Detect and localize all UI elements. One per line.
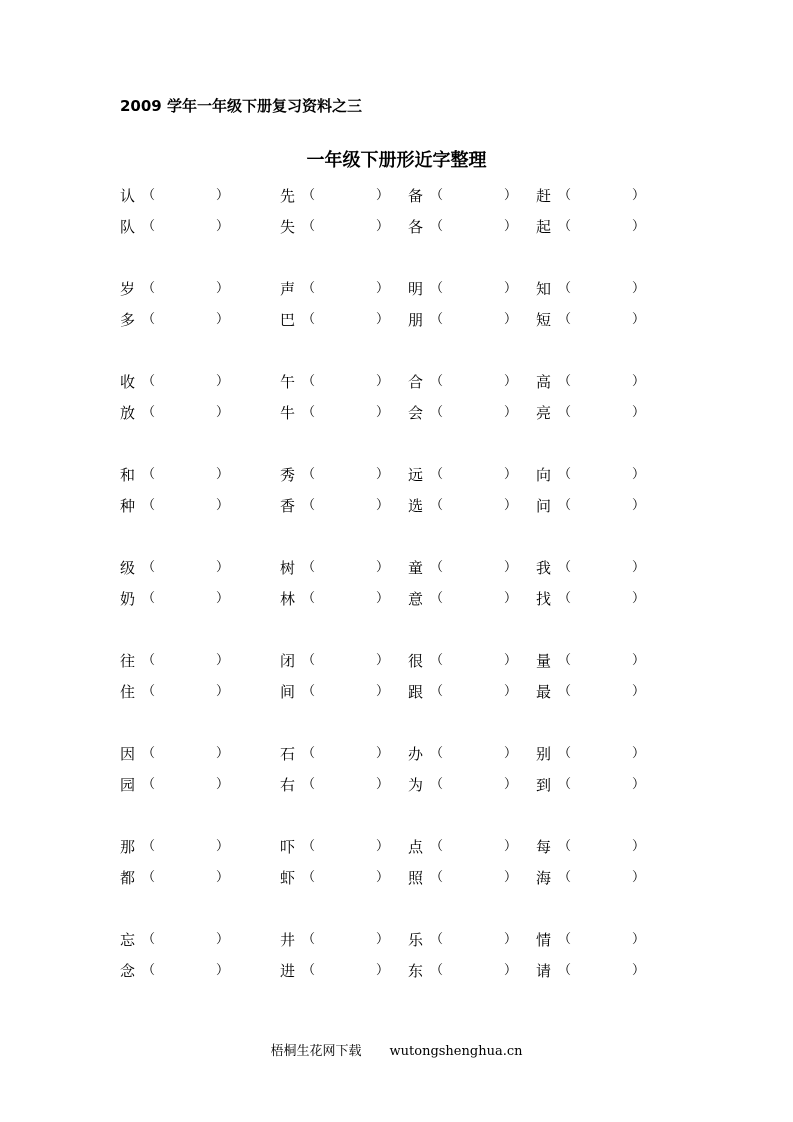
character-label: 往 bbox=[120, 652, 136, 670]
character-label: 量 bbox=[536, 652, 552, 670]
character-row bbox=[0, 369, 793, 400]
close-paren: ） bbox=[632, 281, 646, 296]
character-label: 林 bbox=[280, 590, 296, 608]
close-paren: ） bbox=[216, 374, 230, 389]
character-row bbox=[0, 555, 793, 586]
close-paren: ） bbox=[632, 467, 646, 482]
character-label: 到 bbox=[536, 776, 552, 794]
character-row bbox=[0, 865, 793, 896]
character-label: 树 bbox=[280, 559, 296, 577]
character-label: 香 bbox=[280, 497, 296, 515]
close-paren: ） bbox=[504, 591, 518, 606]
character-label: 和 bbox=[120, 466, 136, 484]
close-paren: ） bbox=[632, 405, 646, 420]
character-label: 知 bbox=[536, 280, 552, 298]
close-paren: ） bbox=[632, 374, 646, 389]
close-paren: ） bbox=[632, 498, 646, 513]
character-row bbox=[0, 958, 793, 989]
open-paren: （ bbox=[302, 281, 316, 296]
character-row bbox=[0, 214, 793, 245]
close-paren: ） bbox=[504, 188, 518, 203]
open-paren: （ bbox=[142, 777, 156, 792]
character-label: 园 bbox=[120, 776, 136, 794]
close-paren: ） bbox=[632, 188, 646, 203]
character-label: 多 bbox=[120, 311, 136, 329]
open-paren: （ bbox=[558, 560, 572, 575]
character-label: 石 bbox=[280, 745, 296, 763]
close-paren: ） bbox=[504, 870, 518, 885]
character-row bbox=[0, 772, 793, 803]
close-paren: ） bbox=[376, 312, 390, 327]
open-paren: （ bbox=[142, 281, 156, 296]
close-paren: ） bbox=[376, 839, 390, 854]
open-paren: （ bbox=[302, 405, 316, 420]
open-paren: （ bbox=[430, 498, 444, 513]
open-paren: （ bbox=[558, 653, 572, 668]
open-paren: （ bbox=[142, 560, 156, 575]
character-label: 忘 bbox=[120, 931, 136, 949]
character-label: 选 bbox=[408, 497, 424, 515]
character-label: 牛 bbox=[280, 404, 296, 422]
character-label: 高 bbox=[536, 373, 552, 391]
character-group bbox=[0, 369, 793, 462]
character-label: 情 bbox=[536, 931, 552, 949]
open-paren: （ bbox=[302, 467, 316, 482]
open-paren: （ bbox=[302, 312, 316, 327]
close-paren: ） bbox=[216, 963, 230, 978]
close-paren: ） bbox=[216, 653, 230, 668]
open-paren: （ bbox=[430, 653, 444, 668]
character-label: 合 bbox=[408, 373, 424, 391]
character-label: 远 bbox=[408, 466, 424, 484]
character-label: 海 bbox=[536, 869, 552, 887]
open-paren: （ bbox=[142, 653, 156, 668]
close-paren: ） bbox=[376, 653, 390, 668]
character-label: 念 bbox=[120, 962, 136, 980]
character-label: 问 bbox=[536, 497, 552, 515]
close-paren: ） bbox=[504, 963, 518, 978]
character-row bbox=[0, 183, 793, 214]
open-paren: （ bbox=[430, 839, 444, 854]
open-paren: （ bbox=[430, 746, 444, 761]
character-row bbox=[0, 493, 793, 524]
open-paren: （ bbox=[302, 932, 316, 947]
character-row bbox=[0, 741, 793, 772]
character-label: 进 bbox=[280, 962, 296, 980]
close-paren: ） bbox=[632, 746, 646, 761]
character-label: 队 bbox=[120, 218, 136, 236]
close-paren: ） bbox=[376, 963, 390, 978]
character-row bbox=[0, 462, 793, 493]
character-label: 短 bbox=[536, 311, 552, 329]
character-label: 都 bbox=[120, 869, 136, 887]
close-paren: ） bbox=[216, 746, 230, 761]
footer-site-name: 梧桐生花网下载 bbox=[270, 1044, 362, 1059]
open-paren: （ bbox=[430, 560, 444, 575]
character-label: 各 bbox=[408, 218, 424, 236]
close-paren: ） bbox=[504, 560, 518, 575]
character-label: 秀 bbox=[280, 466, 296, 484]
open-paren: （ bbox=[558, 591, 572, 606]
close-paren: ） bbox=[376, 777, 390, 792]
character-row bbox=[0, 834, 793, 865]
open-paren: （ bbox=[558, 374, 572, 389]
open-paren: （ bbox=[142, 219, 156, 234]
character-group bbox=[0, 648, 793, 741]
character-group bbox=[0, 462, 793, 555]
character-group bbox=[0, 276, 793, 369]
close-paren: ） bbox=[376, 498, 390, 513]
character-label: 井 bbox=[280, 931, 296, 949]
close-paren: ） bbox=[216, 312, 230, 327]
open-paren: （ bbox=[558, 281, 572, 296]
open-paren: （ bbox=[430, 467, 444, 482]
character-group bbox=[0, 555, 793, 648]
close-paren: ） bbox=[216, 188, 230, 203]
character-label: 闭 bbox=[280, 652, 296, 670]
open-paren: （ bbox=[142, 591, 156, 606]
character-label: 虾 bbox=[280, 869, 296, 887]
open-paren: （ bbox=[302, 963, 316, 978]
close-paren: ） bbox=[504, 746, 518, 761]
character-row bbox=[0, 400, 793, 431]
character-label: 点 bbox=[408, 838, 424, 856]
character-label: 会 bbox=[408, 404, 424, 422]
close-paren: ） bbox=[216, 839, 230, 854]
close-paren: ） bbox=[504, 374, 518, 389]
character-label: 午 bbox=[280, 373, 296, 391]
close-paren: ） bbox=[216, 560, 230, 575]
open-paren: （ bbox=[558, 963, 572, 978]
character-label: 右 bbox=[280, 776, 296, 794]
open-paren: （ bbox=[558, 684, 572, 699]
open-paren: （ bbox=[558, 777, 572, 792]
character-label: 起 bbox=[536, 218, 552, 236]
character-label: 住 bbox=[120, 683, 136, 701]
character-group bbox=[0, 183, 793, 276]
character-label: 赶 bbox=[536, 187, 552, 205]
open-paren: （ bbox=[430, 219, 444, 234]
open-paren: （ bbox=[430, 963, 444, 978]
close-paren: ） bbox=[216, 405, 230, 420]
open-paren: （ bbox=[430, 932, 444, 947]
open-paren: （ bbox=[302, 653, 316, 668]
character-label: 奶 bbox=[120, 590, 136, 608]
open-paren: （ bbox=[142, 374, 156, 389]
close-paren: ） bbox=[376, 467, 390, 482]
character-row bbox=[0, 586, 793, 617]
character-label: 最 bbox=[536, 683, 552, 701]
character-label: 先 bbox=[280, 187, 296, 205]
open-paren: （ bbox=[430, 405, 444, 420]
open-paren: （ bbox=[302, 839, 316, 854]
close-paren: ） bbox=[632, 870, 646, 885]
open-paren: （ bbox=[558, 870, 572, 885]
footer-url[interactable]: wutongshenghua.cn bbox=[389, 1044, 523, 1059]
character-label: 那 bbox=[120, 838, 136, 856]
open-paren: （ bbox=[430, 684, 444, 699]
open-paren: （ bbox=[558, 188, 572, 203]
close-paren: ） bbox=[504, 653, 518, 668]
open-paren: （ bbox=[430, 312, 444, 327]
open-paren: （ bbox=[302, 498, 316, 513]
open-paren: （ bbox=[302, 560, 316, 575]
open-paren: （ bbox=[302, 746, 316, 761]
character-label: 明 bbox=[408, 280, 424, 298]
character-group bbox=[0, 741, 793, 834]
character-label: 认 bbox=[120, 187, 136, 205]
close-paren: ） bbox=[632, 591, 646, 606]
character-label: 向 bbox=[536, 466, 552, 484]
character-label: 吓 bbox=[280, 838, 296, 856]
character-row bbox=[0, 307, 793, 338]
close-paren: ） bbox=[504, 312, 518, 327]
open-paren: （ bbox=[302, 777, 316, 792]
close-paren: ） bbox=[216, 932, 230, 947]
close-paren: ） bbox=[376, 932, 390, 947]
open-paren: （ bbox=[142, 405, 156, 420]
character-label: 失 bbox=[280, 218, 296, 236]
open-paren: （ bbox=[302, 684, 316, 699]
open-paren: （ bbox=[430, 591, 444, 606]
close-paren: ） bbox=[216, 870, 230, 885]
character-label: 照 bbox=[408, 869, 424, 887]
character-row bbox=[0, 927, 793, 958]
character-row bbox=[0, 679, 793, 710]
open-paren: （ bbox=[558, 746, 572, 761]
character-label: 童 bbox=[408, 559, 424, 577]
character-label: 跟 bbox=[408, 683, 424, 701]
close-paren: ） bbox=[504, 219, 518, 234]
character-label: 种 bbox=[120, 497, 136, 515]
close-paren: ） bbox=[376, 281, 390, 296]
close-paren: ） bbox=[504, 281, 518, 296]
open-paren: （ bbox=[302, 591, 316, 606]
character-label: 很 bbox=[408, 652, 424, 670]
character-label: 意 bbox=[408, 590, 424, 608]
character-label: 别 bbox=[536, 745, 552, 763]
open-paren: （ bbox=[302, 188, 316, 203]
open-paren: （ bbox=[142, 963, 156, 978]
character-label: 岁 bbox=[120, 280, 136, 298]
open-paren: （ bbox=[142, 498, 156, 513]
close-paren: ） bbox=[504, 777, 518, 792]
character-label: 放 bbox=[120, 404, 136, 422]
close-paren: ） bbox=[632, 684, 646, 699]
character-label: 每 bbox=[536, 838, 552, 856]
close-paren: ） bbox=[376, 374, 390, 389]
open-paren: （ bbox=[558, 839, 572, 854]
footer bbox=[0, 1040, 793, 1059]
close-paren: ） bbox=[216, 467, 230, 482]
close-paren: ） bbox=[376, 591, 390, 606]
character-group bbox=[0, 834, 793, 927]
close-paren: ） bbox=[504, 684, 518, 699]
close-paren: ） bbox=[216, 777, 230, 792]
close-paren: ） bbox=[504, 932, 518, 947]
open-paren: （ bbox=[142, 746, 156, 761]
open-paren: （ bbox=[558, 932, 572, 947]
character-label: 东 bbox=[408, 962, 424, 980]
close-paren: ） bbox=[632, 312, 646, 327]
open-paren: （ bbox=[142, 839, 156, 854]
open-paren: （ bbox=[142, 684, 156, 699]
close-paren: ） bbox=[216, 219, 230, 234]
character-label: 我 bbox=[536, 559, 552, 577]
open-paren: （ bbox=[142, 312, 156, 327]
close-paren: ） bbox=[216, 498, 230, 513]
close-paren: ） bbox=[504, 839, 518, 854]
open-paren: （ bbox=[558, 405, 572, 420]
open-paren: （ bbox=[142, 870, 156, 885]
character-row bbox=[0, 648, 793, 679]
character-label: 收 bbox=[120, 373, 136, 391]
open-paren: （ bbox=[430, 374, 444, 389]
close-paren: ） bbox=[632, 560, 646, 575]
character-label: 亮 bbox=[536, 404, 552, 422]
close-paren: ） bbox=[632, 839, 646, 854]
character-label: 间 bbox=[280, 683, 296, 701]
close-paren: ） bbox=[376, 219, 390, 234]
character-label: 因 bbox=[120, 745, 136, 763]
close-paren: ） bbox=[216, 281, 230, 296]
open-paren: （ bbox=[302, 870, 316, 885]
character-row bbox=[0, 276, 793, 307]
close-paren: ） bbox=[504, 467, 518, 482]
character-label: 巴 bbox=[280, 311, 296, 329]
open-paren: （ bbox=[302, 219, 316, 234]
open-paren: （ bbox=[430, 777, 444, 792]
close-paren: ） bbox=[376, 684, 390, 699]
open-paren: （ bbox=[558, 498, 572, 513]
close-paren: ） bbox=[376, 870, 390, 885]
character-label: 找 bbox=[536, 590, 552, 608]
close-paren: ） bbox=[632, 777, 646, 792]
close-paren: ） bbox=[216, 684, 230, 699]
character-label: 级 bbox=[120, 559, 136, 577]
character-groups bbox=[0, 183, 793, 1020]
character-label: 乐 bbox=[408, 931, 424, 949]
character-label: 请 bbox=[536, 962, 552, 980]
close-paren: ） bbox=[376, 188, 390, 203]
close-paren: ） bbox=[504, 498, 518, 513]
open-paren: （ bbox=[558, 467, 572, 482]
close-paren: ） bbox=[376, 560, 390, 575]
open-paren: （ bbox=[142, 188, 156, 203]
open-paren: （ bbox=[558, 219, 572, 234]
close-paren: ） bbox=[632, 932, 646, 947]
document-subtitle: 2009 学年一年级下册复习资料之三 bbox=[120, 97, 362, 115]
character-label: 办 bbox=[408, 745, 424, 763]
close-paren: ） bbox=[376, 746, 390, 761]
close-paren: ） bbox=[632, 653, 646, 668]
open-paren: （ bbox=[142, 467, 156, 482]
character-label: 朋 bbox=[408, 311, 424, 329]
character-group bbox=[0, 927, 793, 1020]
character-label: 声 bbox=[280, 280, 296, 298]
open-paren: （ bbox=[142, 932, 156, 947]
close-paren: ） bbox=[504, 405, 518, 420]
close-paren: ） bbox=[632, 219, 646, 234]
character-label: 为 bbox=[408, 776, 424, 794]
open-paren: （ bbox=[302, 374, 316, 389]
open-paren: （ bbox=[430, 870, 444, 885]
open-paren: （ bbox=[430, 281, 444, 296]
document-title: 一年级下册形近字整理 bbox=[306, 150, 487, 171]
open-paren: （ bbox=[430, 188, 444, 203]
character-label: 备 bbox=[408, 187, 424, 205]
close-paren: ） bbox=[376, 405, 390, 420]
close-paren: ） bbox=[216, 591, 230, 606]
open-paren: （ bbox=[558, 312, 572, 327]
close-paren: ） bbox=[632, 963, 646, 978]
